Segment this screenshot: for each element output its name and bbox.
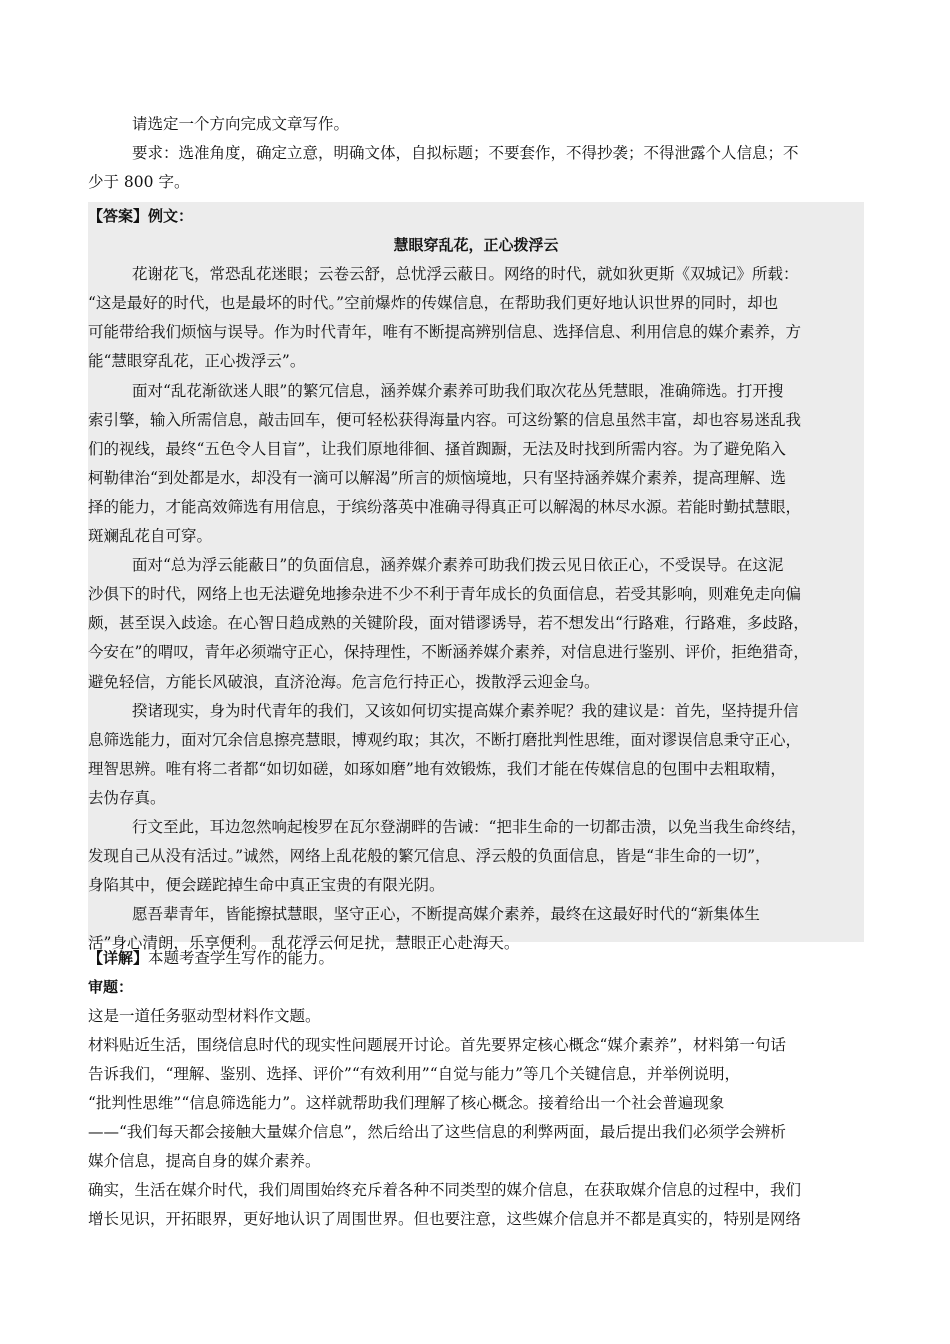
text-line: 告诉我们，“理解、鉴别、选择、评价”“有效利用”“自觉与能力”等几个关键信息，并举例说明， (88, 1065, 741, 1083)
text-line: 面对“乱花渐欲迷人眼”的繁冗信息，涵养媒介素养可助我们取次花丛凭慧眼，准确筛选。打开搜 (132, 381, 784, 400)
essay-paragraph (88, 697, 864, 813)
text-line: 愿吾辈青年，皆能擦拭慧眼，坚守正心，不断提高媒介素养，最终在这最好时代的“新集体生 (132, 905, 760, 924)
text-line: 确实，生活在媒介时代，我们周围始终充斥着各种不同类型的媒介信息，在获取媒介信息的过程中，我们 (88, 1181, 802, 1199)
requirement-line: 要求：选准角度，确定立意，明确文体，自拟标题；不要套作，不得抄袭；不得泄露个人信息；不 (132, 144, 799, 162)
essay-paragraph (88, 260, 864, 376)
requirement-line: 少于 800 字。 (88, 173, 190, 191)
text-line: 避免轻信，方能长风破浪，直济沧海。危言危行持正心，拨散浮云迎金乌。 (88, 672, 600, 691)
essay-paragraph (88, 813, 864, 900)
text-line: 这是一道任务驱动型材料作文题。 (88, 1007, 321, 1025)
text-line: 斑斓乱花自可穿。 (88, 527, 213, 546)
answer-label: 【答案】例文： (88, 207, 194, 225)
analysis-heading (88, 944, 864, 973)
text-line: 材料贴近生活，围绕信息时代的现实性问题展开讨论。首先要界定核心概念“媒介素养”，材料第一句话 (88, 1036, 786, 1054)
analysis-label: 【详解】 (88, 949, 149, 967)
essay-title: 慧眼穿乱花，正心拨浮云 (393, 236, 559, 255)
text-line: 颇，甚至误入歧途。在心智日趋成熟的关键阶段，面对错谬诱导，若不想发出“行路难，行路难，多歧路， (88, 614, 809, 633)
text-line: 能“慧眼穿乱花，正心拨浮云”。 (88, 352, 306, 371)
text-line: 索引擎，输入所需信息，敲击回车，便可轻松获得海量内容。可这纷繁的信息虽然丰富，却也容易迷乱我 (88, 410, 802, 429)
text-line: 息筛选能力，面对冗余信息擦亮慧眼，博观约取；其次，不断打磨批判性思维，面对谬误信息秉守正心， (88, 730, 802, 749)
text-line: 增长见识，开拓眼界，更好地认识了周围世界。但也要注意，这些媒介信息并不都是真实的，特别是网络 (88, 1210, 802, 1228)
analysis-label-text: 本题考查学生写作的能力。 (148, 949, 335, 967)
text-line: 去伪存真。 (88, 788, 166, 807)
answer-section (88, 202, 864, 953)
text-line: 可能带给我们烦恼与误导。作为时代青年，唯有不断提高辨别信息、选择信息、利用信息的媒介素养，方 (88, 323, 802, 342)
text-line: 行文至此，耳边忽然响起梭罗在瓦尔登湖畔的告诫：“把非生命的一切都击溃，以免当我生命终结， (132, 817, 807, 836)
text-line: 面对“总为浮云能蔽日”的负面信息，涵养媒介素养可助我们拨云见日依正心，不受误导。在这泥 (132, 556, 784, 575)
essay-paragraph (88, 377, 864, 552)
text-line: 媒介信息，提高自身的媒介素养。 (88, 1152, 321, 1170)
text-line: ——“我们每天都会接触大量媒介信息”，然后给出了这些信息的利弊两面，最后提出我们必须学会辨析 (88, 1123, 786, 1141)
instruction-line: 请选定一个方向完成文章写作。 (132, 115, 350, 133)
text-line: 活”身心清朗，乐享便利。 乱花浮云何足扰，慧眼正心赴海天。 (88, 934, 520, 953)
text-line: 今安在”的喟叹，青年必须端守正心，保持理性，不断涵养媒介素养，对信息进行鉴别、评价，拒绝猎奇， (88, 643, 809, 662)
text-line: 柯勒律治“到处都是水，却没有一滴可以解渴”所言的烦恼境地，只有坚持涵养媒介素养，提高理解、选 (88, 468, 786, 487)
text-line: 花谢花飞，常恐乱花迷眼；云卷云舒，总忧浮云蔽日。网络的时代，就如狄更斯《双城记》所载： (132, 265, 799, 284)
text-line: 发现自己从没有活过。”诚然，网络上乱花般的繁冗信息、浮云般的负面信息，皆是“非生命的一切”， (88, 847, 771, 866)
essay-paragraph (88, 551, 864, 696)
text-line: 理智思辨。唯有将二者都“如切如磋，如琢如磨”地有效锻炼，我们才能在传媒信息的包围中去粗取精， (88, 759, 786, 778)
task-requirements (88, 110, 862, 197)
text-line: 身陷其中，便会蹉跎掉生命中真正宝贵的有限光阴。 (88, 876, 445, 895)
text-line: 揆诸现实，身为时代青年的我们，又该如何切实提高媒介素养呢？我的建议是：首先，坚持提升信 (132, 701, 799, 720)
text-line: “批判性思维”“信息筛选能力”。这样就帮助我们理解了核心概念。接着给出一个社会普遍现象 (88, 1094, 725, 1112)
text-line: 们的视线，最终“五色令人目盲”，让我们原地徘徊、搔首踟蹰，无法及时找到所需内容。为了避免陷入 (88, 439, 786, 458)
text-line: “这是最好的时代，也是最坏的时代。”空前爆炸的传媒信息，在帮助我们更好地认识世界的同时，却也 (88, 294, 779, 313)
text-line: 沙俱下的时代，网络上也无法避免地掺杂进不少不利于青年成长的负面信息，若受其影响，则难免走向偏 (88, 585, 802, 604)
analysis-section (88, 944, 864, 1234)
text-line: 择的能力，才能高效筛选有用信息，于缤纷落英中准确寻得真正可以解渴的林尽水源。若能时勤拭慧眼， (88, 497, 802, 516)
review-heading: 审题： (88, 978, 134, 996)
